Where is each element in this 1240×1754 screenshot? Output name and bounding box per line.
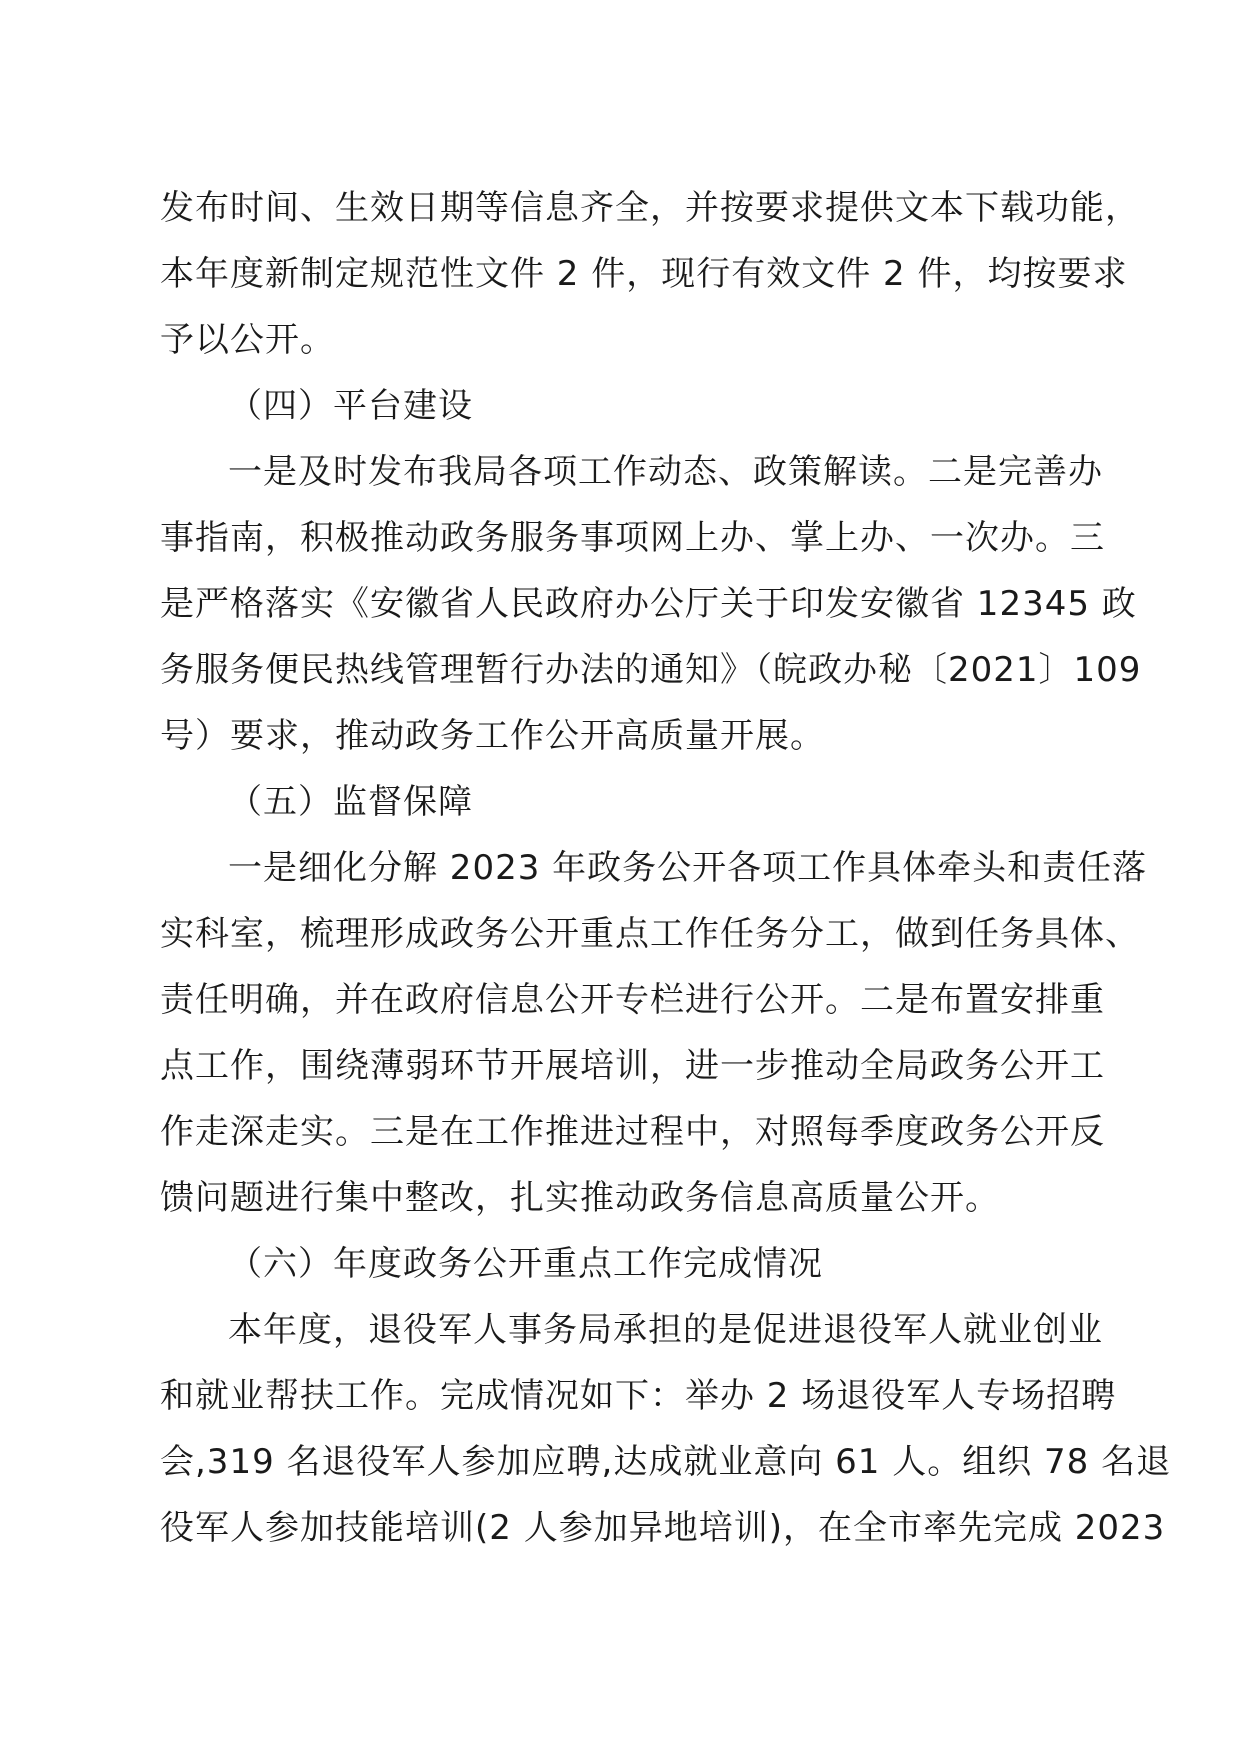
paragraph-line: 一是及时发布我局各项工作动态、政策解读。二是完善办 [228,452,1103,492]
paragraph-line: 本年度新制定规范性文件 2 件，现行有效文件 2 件，均按要求 [160,254,1128,294]
section-heading: （四）平台建设 [228,386,473,426]
paragraph-line: 实科室，梳理形成政务公开重点工作任务分工，做到任务具体、 [160,914,1140,954]
paragraph-line: 作走深走实。三是在工作推进过程中，对照每季度政务公开反 [160,1112,1105,1152]
paragraph-line: 予以公开。 [160,320,335,360]
paragraph-line: 发布时间、生效日期等信息齐全，并按要求提供文本下载功能， [160,188,1140,228]
paragraph-line: 馈问题进行集中整改，扎实推动政务信息高质量公开。 [160,1178,1000,1218]
paragraph-line: 务服务便民热线管理暂行办法的通知》（皖政办秘〔2021〕109 [160,650,1142,690]
paragraph-line: 事指南，积极推动政务服务事项网上办、掌上办、一次办。三 [160,518,1105,558]
paragraph-line: 会,319 名退役军人参加应聘,达成就业意向 61 人。组织 78 名退 [160,1442,1172,1482]
paragraph-line: 一是细化分解 2023 年政务公开各项工作具体牵头和责任落 [228,848,1148,888]
paragraph-line: 是严格落实《安徽省人民政府办公厅关于印发安徽省 12345 政 [160,584,1137,624]
paragraph-line: 号）要求，推动政务工作公开高质量开展。 [160,716,825,756]
paragraph-line: 责任明确，并在政府信息公开专栏进行公开。二是布置安排重 [160,980,1105,1020]
section-heading: （六）年度政务公开重点工作完成情况 [228,1244,823,1284]
section-heading: （五）监督保障 [228,782,473,822]
paragraph-line: 点工作，围绕薄弱环节开展培训，进一步推动全局政务公开工 [160,1046,1105,1086]
paragraph-line: 和就业帮扶工作。完成情况如下：举办 2 场退役军人专场招聘 [160,1376,1117,1416]
paragraph-line: 役军人参加技能培训(2 人参加异地培训)，在全市率先完成 2023 [160,1508,1166,1548]
paragraph-line: 本年度，退役军人事务局承担的是促进退役军人就业创业 [228,1310,1103,1350]
